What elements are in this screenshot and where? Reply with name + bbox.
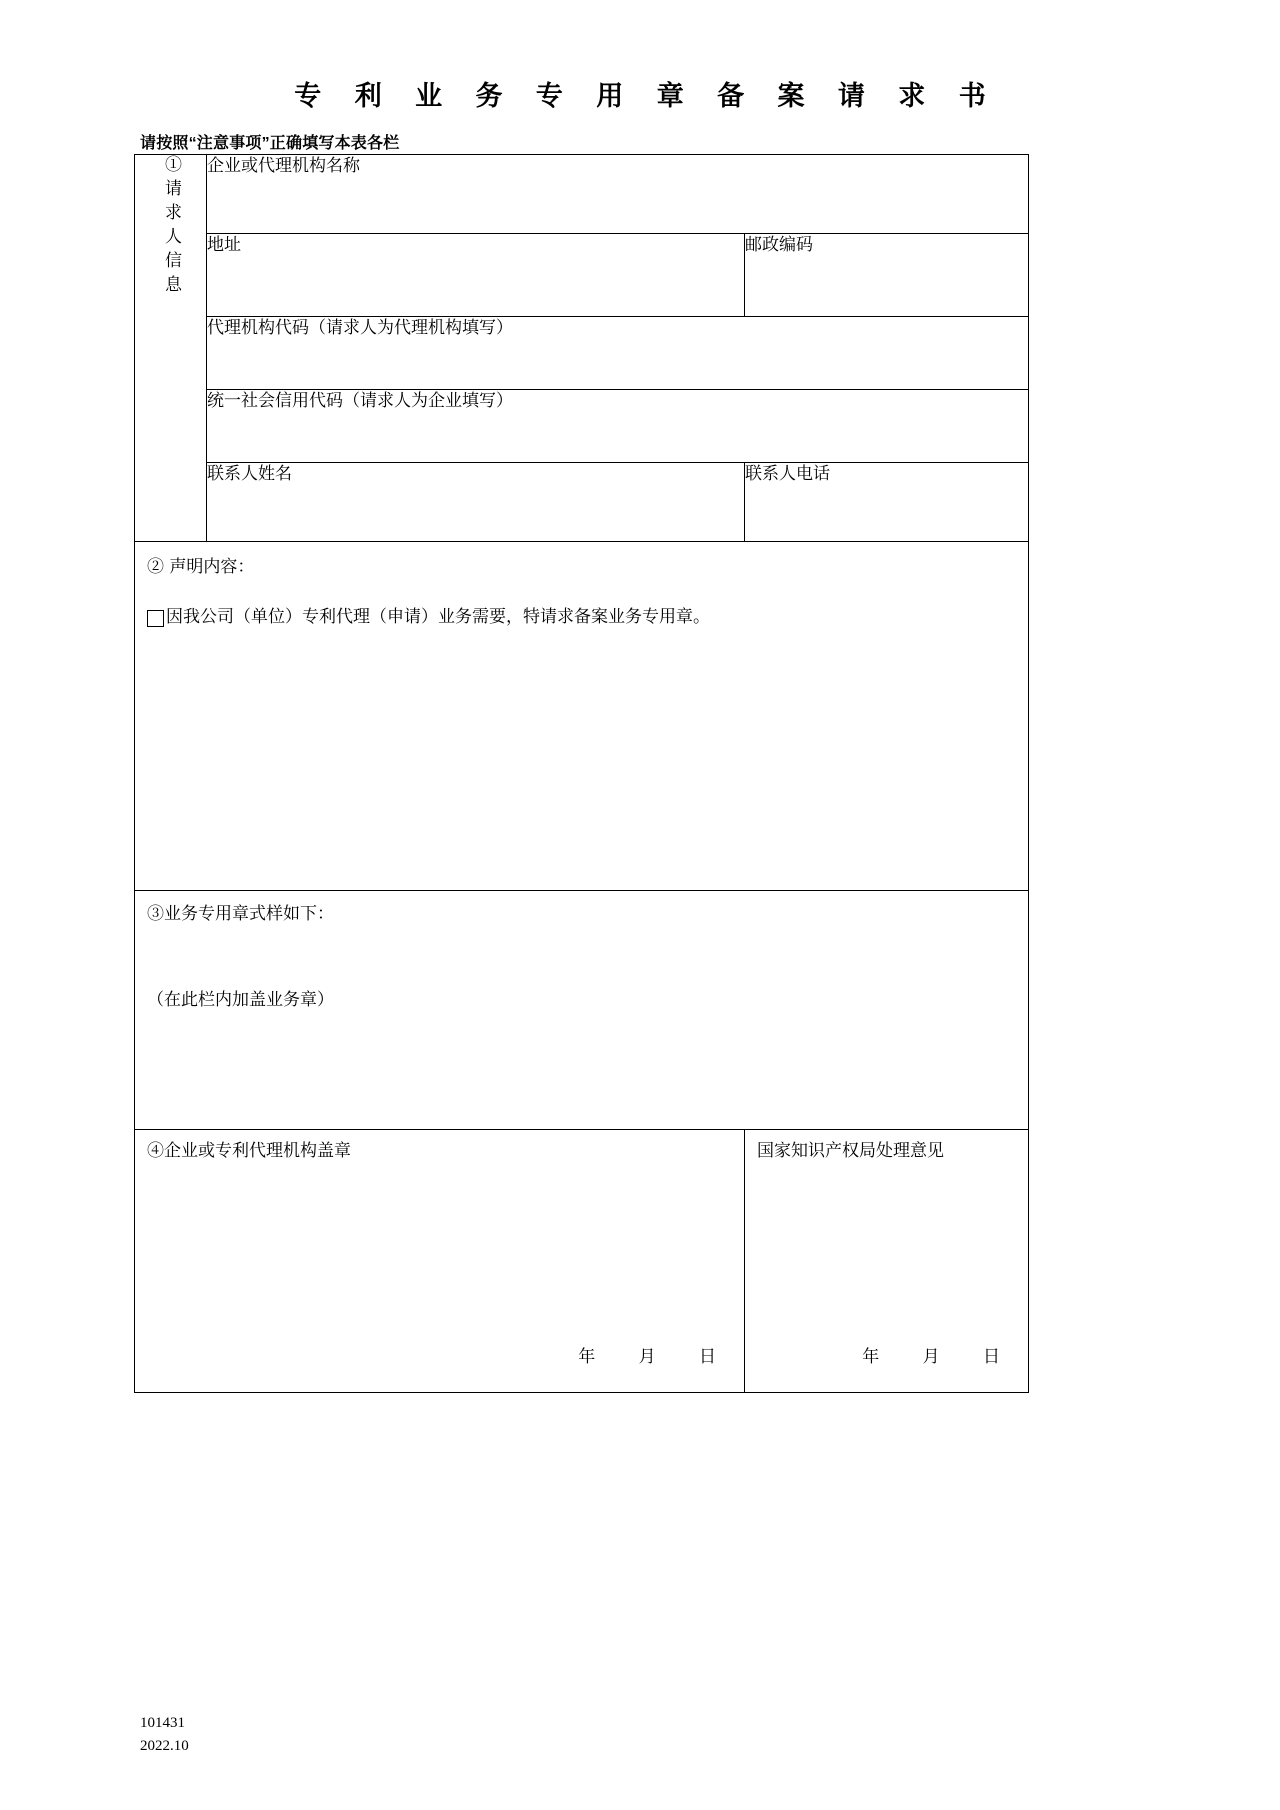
field-postcode[interactable]: 邮政编码	[745, 234, 1029, 317]
stamp-sample-heading: ③业务专用章式样如下：	[147, 904, 334, 924]
form-instruction-note: 请按照“注意事项”正确填写本表各栏	[140, 135, 400, 152]
stamp-sample-note: （在此栏内加盖业务章）	[147, 990, 334, 1010]
table-row	[135, 542, 1029, 891]
form-version-date: 2022.10	[140, 1738, 189, 1755]
cnipa-date-line	[862, 1346, 1000, 1370]
cnipa-opinion-section[interactable]	[745, 1130, 1029, 1393]
table-row	[135, 891, 1029, 1130]
table-row	[135, 155, 1029, 234]
applicant-date-year: 年	[578, 1347, 596, 1368]
field-credit-code[interactable]: 统一社会信用代码（请求人为企业填写）	[207, 390, 1029, 463]
requester-info-vertical-label: ①请求人信息	[161, 155, 181, 299]
applicant-date-line	[578, 1346, 716, 1370]
applicant-seal-heading: ④企业或专利代理机构盖章	[147, 1141, 351, 1161]
declaration-option-row[interactable]	[135, 580, 1028, 630]
field-contact-name[interactable]: 联系人姓名	[207, 463, 745, 542]
table-row	[135, 463, 1029, 542]
form-number: 101431	[140, 1715, 185, 1731]
table-row	[135, 1130, 1029, 1393]
declaration-section	[135, 542, 1029, 891]
request-form-table	[134, 154, 1029, 1393]
table-row	[135, 390, 1029, 463]
field-contact-phone[interactable]: 联系人电话	[745, 463, 1029, 542]
applicant-seal-section[interactable]	[135, 1130, 745, 1393]
cnipa-date-month: 月	[922, 1347, 940, 1368]
declaration-heading: ② 声明内容：	[147, 557, 255, 577]
page-title: 专 利 业 务 专 用 章 备 案 请 求 书	[294, 81, 998, 112]
field-org-name[interactable]: 企业或代理机构名称	[207, 155, 1029, 234]
cnipa-date-year: 年	[862, 1347, 880, 1368]
declaration-option-label: 因我公司（单位）专利代理（申请）业务需要，特请求备案业务专用章。	[166, 606, 710, 627]
field-agency-code[interactable]: 代理机构代码（请求人为代理机构填写）	[207, 317, 1029, 390]
requester-info-vertical-label-cell	[135, 155, 207, 542]
table-row	[135, 234, 1029, 317]
table-row	[135, 317, 1029, 390]
cnipa-opinion-heading: 国家知识产权局处理意见	[757, 1141, 944, 1161]
cnipa-date-day: 日	[983, 1347, 1000, 1368]
field-address[interactable]: 地址	[207, 234, 745, 317]
footer	[140, 1712, 189, 1759]
applicant-date-day: 日	[699, 1347, 716, 1368]
checkbox-icon[interactable]	[147, 610, 164, 627]
stamp-sample-section[interactable]	[135, 891, 1029, 1130]
applicant-date-month: 月	[638, 1347, 656, 1368]
